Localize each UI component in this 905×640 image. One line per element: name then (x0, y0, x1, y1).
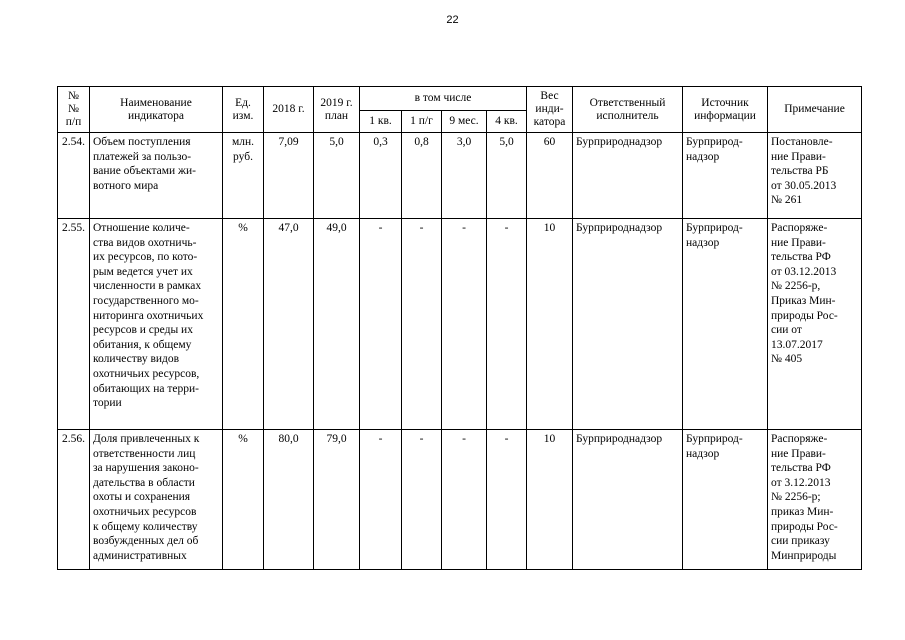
header-9m: 9 мес. (442, 111, 487, 133)
value-2018: 80,0 (264, 430, 314, 570)
responsible-cell: Бурприроднадзор (573, 133, 683, 219)
value-q4: - (487, 430, 527, 570)
value-h1: - (402, 219, 442, 430)
indicator-name: Объем поступления платежей за пользо- вание объектами жи- вотного мира (90, 133, 223, 219)
value-2019-plan: 79,0 (314, 430, 360, 570)
note-cell: Распоряже- ние Прави- тельства РФ от 3.12.2013 № 2256-р; приказ Мин- природы Рос- сии приказу Минприроды (768, 430, 862, 570)
value-9m: 3,0 (442, 133, 487, 219)
unit-cell: % (223, 219, 264, 430)
row-number: 2.55. (58, 219, 90, 430)
header-note: Примечание (768, 87, 862, 133)
indicator-name: Доля привлеченных к ответственности лиц за нарушения законо- дательства в области охоты и сохранения охотничьих ресурсов к общему количеству возбужденных дел об административных (90, 430, 223, 570)
value-q1: - (360, 219, 402, 430)
header-q1: 1 кв. (360, 111, 402, 133)
header-responsible: Ответственный исполнитель (573, 87, 683, 133)
unit-cell: млн. руб. (223, 133, 264, 219)
value-2018: 47,0 (264, 219, 314, 430)
header-2018: 2018 г. (264, 87, 314, 133)
value-q1: 0,3 (360, 133, 402, 219)
value-2019-plan: 5,0 (314, 133, 360, 219)
responsible-cell: Бурприроднадзор (573, 219, 683, 430)
weight-cell: 60 (527, 133, 573, 219)
header-2019-plan: 2019 г. план (314, 87, 360, 133)
value-q4: - (487, 219, 527, 430)
table-row (58, 430, 862, 570)
header-h1: 1 п/г (402, 111, 442, 133)
value-2019-plan: 49,0 (314, 219, 360, 430)
header-weight: Вес инди- катора (527, 87, 573, 133)
value-q4: 5,0 (487, 133, 527, 219)
header-unit: Ед. изм. (223, 87, 264, 133)
header-including: в том числе (360, 87, 527, 111)
value-h1: 0,8 (402, 133, 442, 219)
header-source: Источник информации (683, 87, 768, 133)
value-q1: - (360, 430, 402, 570)
weight-cell: 10 (527, 219, 573, 430)
responsible-cell: Бурприроднадзор (573, 430, 683, 570)
table-header-row (58, 87, 862, 111)
source-cell: Бурприрод- надзор (683, 430, 768, 570)
page-number: 22 (446, 14, 459, 26)
value-2018: 7,09 (264, 133, 314, 219)
header-name: Наименование индикатора (90, 87, 223, 133)
note-cell: Распоряже- ние Прави- тельства РФ от 03.12.2013 № 2256-р, Приказ Мин- природы Рос- сии от 13.07.2017 № 405 (768, 219, 862, 430)
note-cell: Постановле- ние Прави- тельства РБ от 30.05.2013 № 261 (768, 133, 862, 219)
indicator-name: Отношение количе- ства видов охотничь- их ресурсов, по кото- рым ведется учет их численности в рамках государственного мо- ниторинга охотничьих ресурсов и среды их обитания, к общему количеству видов охотничьих ресурсов, обитающих на терри- тории (90, 219, 223, 430)
source-cell: Бурприрод- надзор (683, 219, 768, 430)
row-number: 2.56. (58, 430, 90, 570)
indicators-table (57, 86, 862, 570)
weight-cell: 10 (527, 430, 573, 570)
table-row (58, 219, 862, 430)
header-q4: 4 кв. (487, 111, 527, 133)
value-9m: - (442, 430, 487, 570)
row-number: 2.54. (58, 133, 90, 219)
value-h1: - (402, 430, 442, 570)
table-row (58, 133, 862, 219)
header-no: № № п/п (58, 87, 90, 133)
unit-cell: % (223, 430, 264, 570)
source-cell: Бурприрод- надзор (683, 133, 768, 219)
value-9m: - (442, 219, 487, 430)
